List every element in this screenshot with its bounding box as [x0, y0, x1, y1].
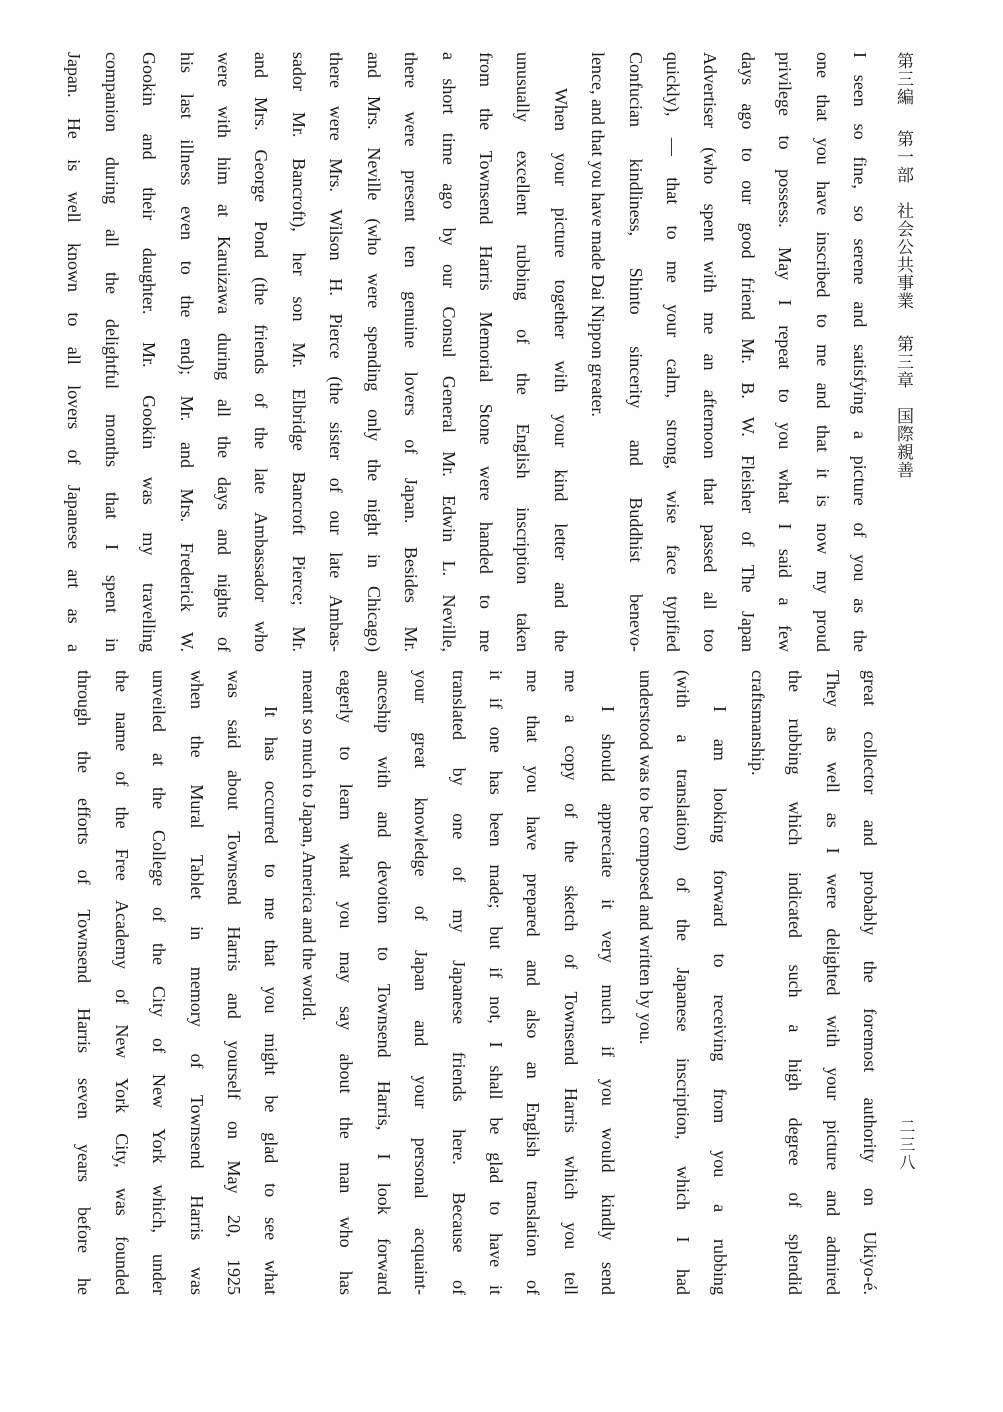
text-line: sador Mr. Bancroft), her son Mr. Elbridge Bancroft Pierce; Mr. — [288, 52, 309, 652]
text-line: me a copy of the sketch of Townsend Harris which you tell — [560, 670, 581, 1295]
text-line: there were present ten genuine lovers of Japan. Besides Mr. — [401, 52, 422, 652]
text-line: translated by one of my Japanese friends here. Because of — [448, 670, 469, 1295]
text-line: one that you have inscribed to me and that it is now my proud — [812, 52, 833, 652]
header-chapter: 第三章 国際親善 — [893, 334, 913, 479]
text-line: Gookin and their daughter. Mr. Gookin was my travelling — [139, 52, 160, 652]
text-line: When your picture together with your kind letter and the — [550, 88, 571, 652]
text-line: and Mrs. George Pond (the friends of the late Ambassador who — [251, 52, 272, 652]
text-line: were with him at Karuizawa during all the days and nights of — [214, 52, 235, 652]
text-line: when the Mural Tablet in memory of Townsend Harris was — [186, 670, 207, 1295]
text-line: It has occurred to me that you might be glad to see what — [261, 706, 282, 1295]
text-line: the rubbing which indicated such a high degree of splendid — [785, 670, 806, 1295]
text-line: meant so much to Japan, America and the world. — [298, 670, 319, 1021]
text-line: They as well as I were delighted with your picture and admired — [822, 670, 843, 1295]
text-block-top — [64, 52, 878, 652]
text-line: I seen so fine, so serene and satisfying a picture of you as the — [850, 52, 870, 652]
text-line: understood was to be composed and written by you. — [635, 670, 656, 1045]
text-line: eagerly to learn what you may say about the man who has — [336, 670, 357, 1295]
header-section: 第一部 社会公共事業 — [893, 130, 913, 311]
text-line: Japan. He is well known to all lovers of Japanese art as a — [64, 52, 85, 652]
text-line: companion during all the delightful months that I spent in — [101, 52, 122, 652]
text-line: unveiled at the College of the City of New York which, under — [149, 670, 170, 1295]
text-line: lence, and that you have made Dai Nippon greater. — [588, 52, 609, 417]
text-line: Confucian kindliness, Shinto sincerity and Buddhist benevo- — [625, 52, 646, 652]
text-line: there were Mrs. Wilson H. Pierce (the sister of our late Ambas- — [326, 52, 347, 652]
text-line: from the Townsend Harris Memorial Stone were handed to me — [475, 52, 496, 652]
text-line: through the efforts of Townsend Harris seven years before he — [74, 670, 95, 1295]
text-line: Advertiser (who spent with me an afternoon that passed all too — [700, 52, 721, 652]
header-part: 第三編 — [893, 52, 913, 106]
text-line: a short time ago by our Consul General Mr. Edwin L. Neville, — [438, 52, 459, 652]
text-line: his last illness even to the end); Mr. and Mrs. Frederick W. — [176, 52, 197, 652]
text-line: (with a translation) of the Japanese inscription, which I had — [672, 670, 693, 1295]
text-line: quickly), — that to me your calm, strong, wise face typified — [662, 52, 683, 652]
text-line: I should appreciate it very much if you would kindly send — [598, 706, 619, 1295]
text-line: anceship with and devotion to Townsend Harris, I look forward — [373, 670, 394, 1295]
text-block-bottom — [73, 670, 888, 1295]
page-number: 二三八 — [897, 1118, 916, 1172]
text-line: privilege to possess. May I repeat to you what I said a few — [775, 52, 796, 652]
text-line: great collector and probably the foremost authority on Ukiyo-é. — [860, 670, 880, 1295]
text-line: the name of the Free Academy of New York City, was founded — [111, 670, 132, 1295]
text-line: unusually excellent rubbing of the English inscription taken — [513, 52, 534, 652]
text-line: days ago to our good friend Mr. B. W. Fleisher of The Japan — [737, 52, 758, 652]
text-line: was said about Townsend Harris and yourself on May 20, 1925 — [224, 670, 245, 1295]
text-line: craftsmanship. — [747, 670, 768, 776]
text-line: me that you have prepared and also an English translation of — [523, 670, 544, 1295]
text-line: your great knowledge of Japan and your personal acquaint- — [411, 670, 432, 1295]
text-line: and Mrs. Neville (who were spending only the night in Chicago) — [363, 52, 384, 652]
text-line: I am looking forward to receiving from you a rubbing — [710, 706, 731, 1295]
running-header — [888, 52, 918, 1012]
text-line: it if one has been made; but if not, I shall be glad to have it — [485, 670, 506, 1295]
